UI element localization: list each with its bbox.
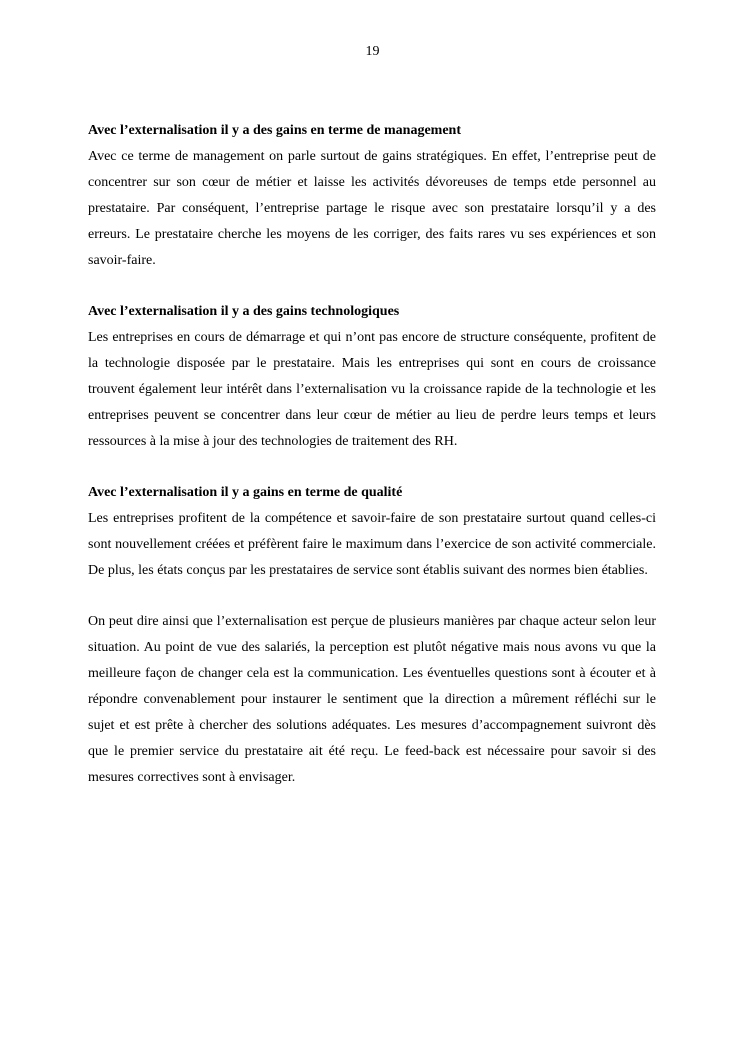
section-heading: Avec l’externalisation il y a des gains technologiques <box>88 304 400 319</box>
section-conclusion <box>88 609 656 791</box>
conclusion-paragraph: On peut dire ainsi que l’externalisation est perçue de plusieurs manières par chaque acteur selon leur situation. Au point de vue des salariés, la perception est plutôt négative mais nous avons vu que la meilleure façon de changer cela est la communication. Les éventuelles questions sont à écouter et à répondre convenablement pour instaurer le sentiment que la direction a mûrement réfléchi sur le sujet et est prête à chercher des solutions adéquates. Les mesures d’accompagnement suivront dès que le premier service du prestataire ait été reçu. Le feed-back est nécessaire pour savoir si des mesures correctives sont à envisager. <box>88 614 656 785</box>
section-paragraph: Avec ce terme de management on parle surtout de gains stratégiques. En effet, l’entreprise peut de concentrer sur son cœur de métier et laisse les activités dévoreuses de temps etde personnel au prestataire. Par conséquent, l’entreprise partage le risque avec son prestataire lorsqu’il y a des erreurs. Le prestataire cherche les moyens de les corriger, des faits rares vu ses expériences et son savoir-faire. <box>88 149 656 268</box>
page-number: 19 <box>365 44 380 59</box>
section-management-gains <box>88 118 656 274</box>
section-paragraph: Les entreprises en cours de démarrage et qui n’ont pas encore de structure conséquente, profitent de la technologie disposée par le prestataire. Mais les entreprises qui sont en cours de croissance trouvent également leur intérêt dans l’externalisation vu la croissance rapide de la technologie et les entreprises peuvent se concentrer dans leur cœur de métier au lieu de perdre leurs temps et leurs ressources à la mise à jour des technologies de traitement des RH. <box>88 330 656 449</box>
document-body <box>88 118 656 791</box>
section-heading: Avec l’externalisation il y a gains en terme de qualité <box>88 485 403 500</box>
section-heading: Avec l’externalisation il y a des gains en terme de management <box>88 123 462 138</box>
section-quality-gains <box>88 480 656 584</box>
section-technology-gains <box>88 299 656 455</box>
section-paragraph: Les entreprises profitent de la compétence et savoir-faire de son prestataire surtout quand celles-ci sont nouvellement créées et préfèrent faire le maximum dans l’exercice de son activité commerciale. De plus, les états conçus par les prestataires de service sont établis suivant des normes bien établies. <box>88 511 656 578</box>
